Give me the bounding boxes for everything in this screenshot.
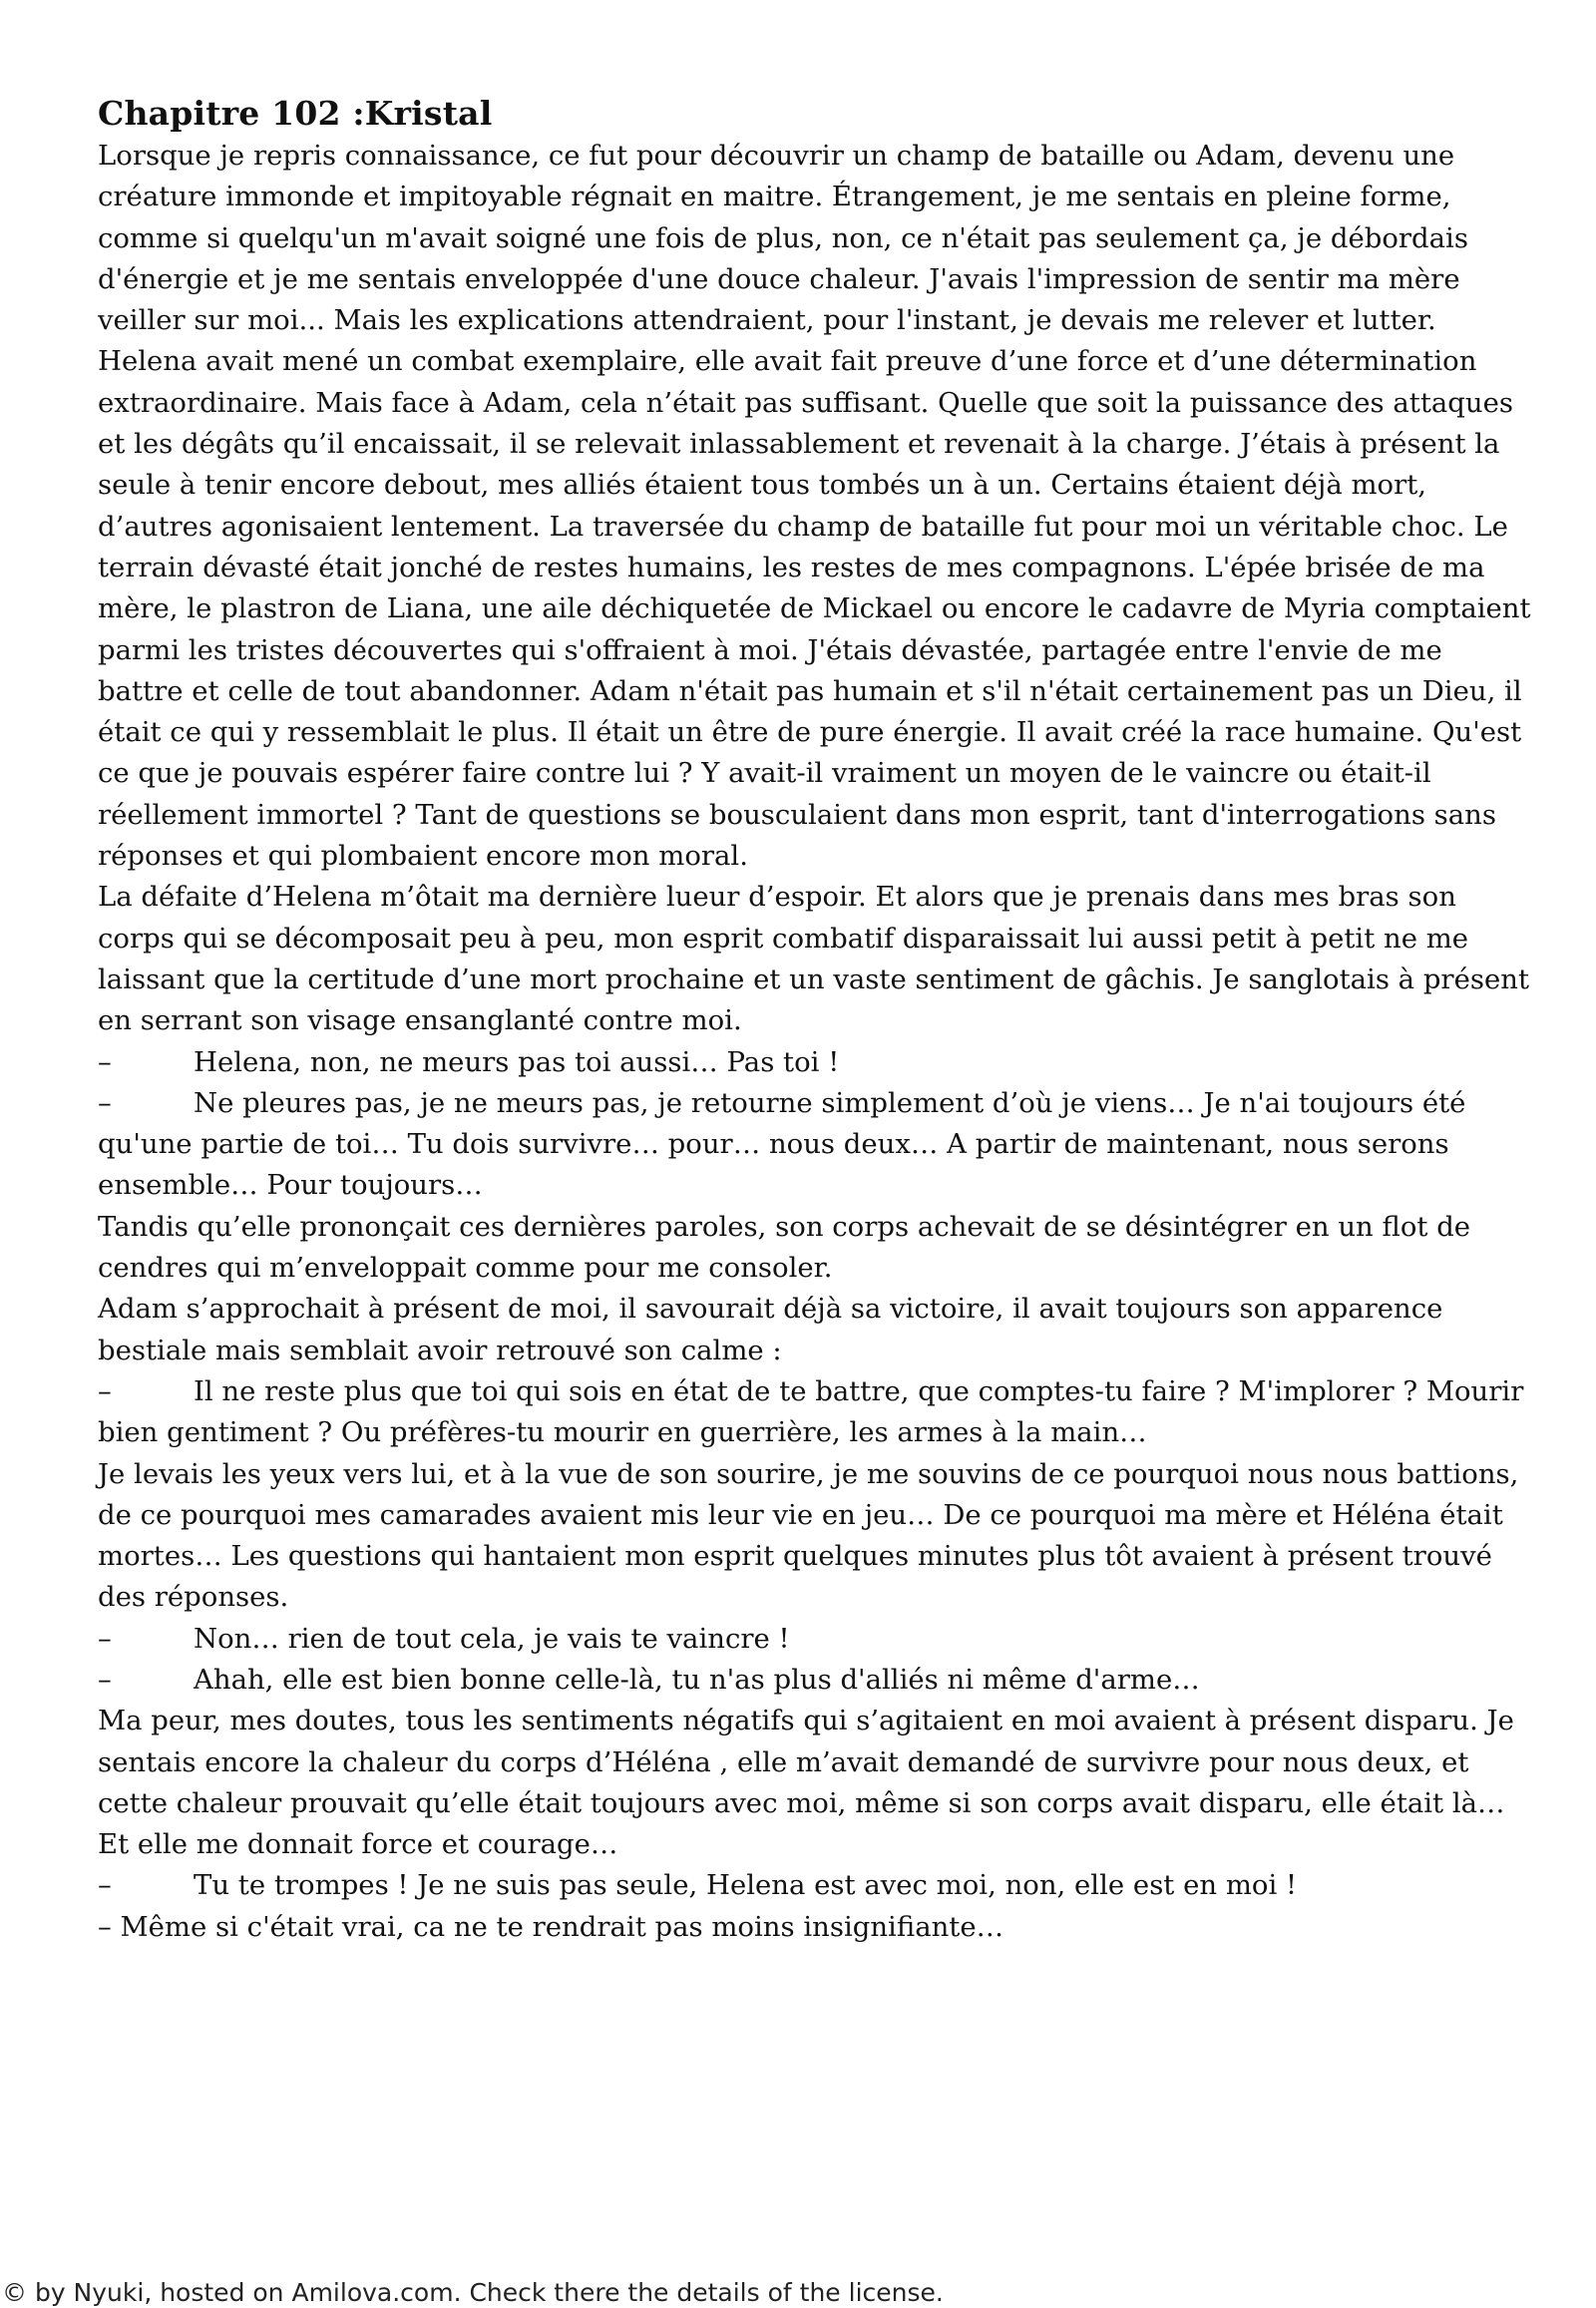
body-paragraph: Lorsque je repris connaissance, ce fut pour découvrir un champ de bataille ou Adam, devenu une créature immonde et impitoyable régnait en maitre. Étrangement, je me sentais en pleine forme, comme si quelqu'un m'avait soigné une fois de plus, non, ce n'était pas seulement ça, je débordais d'énergie et je me sentais enveloppée d'une douce chaleur. J'avais l'impression de sentir ma mère veiller sur moi... Mais les explications attendraient, pour l'instant, je devais me relever et lutter. Helena avait mené un combat exemplaire, elle avait fait preuve d’une force et d’une détermination extraordinaire. Mais face à Adam, cela n’était pas suffisant. Quelle que soit la puissance des attaques et les dégâts qu’il encaissait, il se relevait inlassablement et revenait à la charge. J’étais à présent la seule à tenir encore debout, mes alliés étaient tous tombés un à un. Certains étaient déjà mort, d’autres agonisaient lentement. La traversée du champ de bataille fut pour moi un véritable choc. Le terrain dévasté était jonché de restes humains, les restes de mes compagnons. L'épée brisée de ma mère, le plastron de Liana, une aile déchiquetée de Mickael ou encore le cadavre de Myria comptaient parmi les tristes découvertes qui s'offraient à moi. J'étais dévastée, partagée entre l'envie de me battre et celle de tout abandonner. Adam n'était pas humain et s'il n'était certainement pas un Dieu, il était ce qui y ressemblait le plus. Il était un être de pure énergie. Il avait créé la race humaine. Qu'est ce que je pouvais espérer faire contre lui ? Y avait-il vraiment un moyen de le vaincre ou était-il réellement immortel ? Tant de questions se bousculaient dans mon esprit, tant d'interrogations sans réponses et qui plombaient encore mon moral. xyxy=(98,140,1531,873)
dialogue-line xyxy=(98,1865,1534,1906)
dialogue-dash: – xyxy=(98,1622,112,1655)
dialogue-line xyxy=(98,1660,1534,1701)
body-paragraph: Ma peur, mes doutes, tous les sentiments négatifs qui s’agitaient en moi avaient à présent disparu. Je sentais encore la chaleur du corps d’Héléna , elle m’avait demandé de survivre pour nous deux, et cette chaleur prouvait qu’elle était toujours avec moi, même si son corps avait disparu, elle était là… Et elle me donnait force et courage… xyxy=(98,1705,1514,1861)
body-paragraph: Tandis qu’elle prononçait ces dernières paroles, son corps achevait de se désintégrer en un flot de cendres qui m’enveloppait comme pour me consoler. xyxy=(98,1210,1471,1285)
body-paragraph: Adam s’approchait à présent de moi, il savourait déjà sa victoire, il avait toujours son apparence bestiale mais semblait avoir retrouvé son calme : xyxy=(98,1293,1443,1366)
dialogue-text: Non… rien de tout cela, je vais te vaincre ! xyxy=(194,1622,790,1655)
body-paragraph: Je levais les yeux vers lui, et à la vue de son sourire, je me souvins de ce pourquoi nous nous battions, de ce pourquoi mes camarades avaient mis leur vie en jeu… De ce pourquoi ma mère et Héléna était mortes… Les questions qui hantaient mon esprit quelques minutes plus tôt avaient à présent trouvé des réponses. xyxy=(98,1457,1519,1614)
dialogue-text: Il ne reste plus que toi qui sois en état de te battre, que comptes-tu faire ? M'implorer ? Mourir bien gentiment ? Ou préfères-tu mourir en guerrière, les armes à la main… xyxy=(98,1374,1524,1449)
dialogue-line xyxy=(98,1371,1534,1454)
dialogue-dash: – xyxy=(98,1869,112,1902)
body-paragraph: La défaite d’Helena m’ôtait ma dernière lueur d’espoir. Et alors que je prenais dans mes bras son corps qui se décomposait peu à peu, mon esprit combatif disparaissait lui aussi petit à petit ne me laissant que la certitude d’une mort prochaine et un vaste sentiment de gâchis. Je sanglotais à présent en serrant son visage ensanglanté contre moi. xyxy=(98,881,1529,1037)
dialogue-text: Ne pleures pas, je ne meurs pas, je retourne simplement d’où je viens… Je n'ai toujours été qu'une partie de toi… Tu dois survivre… pour… nous deux… A partir de maintenant, nous serons ensemble… Pour toujours… xyxy=(98,1086,1466,1202)
dialogue-dash: – xyxy=(98,1663,112,1696)
dialogue-text: Ahah, elle est bien bonne celle-là, tu n'as plus d'alliés ni même d'arme… xyxy=(194,1663,1200,1696)
dialogue-dash: – xyxy=(98,1086,112,1119)
dialogue-text: Helena, non, ne meurs pas toi aussi… Pas toi ! xyxy=(194,1045,840,1078)
dialogue-dash: – xyxy=(98,1045,112,1078)
dialogue-line xyxy=(98,1083,1534,1207)
body-paragraph: – Même si c'était vrai, ca ne te rendrait pas moins insignifiante… xyxy=(98,1910,1004,1943)
dialogue-text: Tu te trompes ! Je ne suis pas seule, Helena est avec moi, non, elle est en moi ! xyxy=(194,1869,1298,1902)
chapter-body xyxy=(98,136,1534,1948)
dialogue-line xyxy=(98,1619,1534,1660)
chapter-title: Chapitre 102 :Kristal xyxy=(98,94,493,133)
document-page xyxy=(98,92,1534,1948)
dialogue-line xyxy=(98,1042,1534,1083)
license-footer: © by Nyuki, hosted on Amilova.com. Check there the details of the license. xyxy=(2,2278,944,2307)
dialogue-dash: – xyxy=(98,1374,112,1407)
